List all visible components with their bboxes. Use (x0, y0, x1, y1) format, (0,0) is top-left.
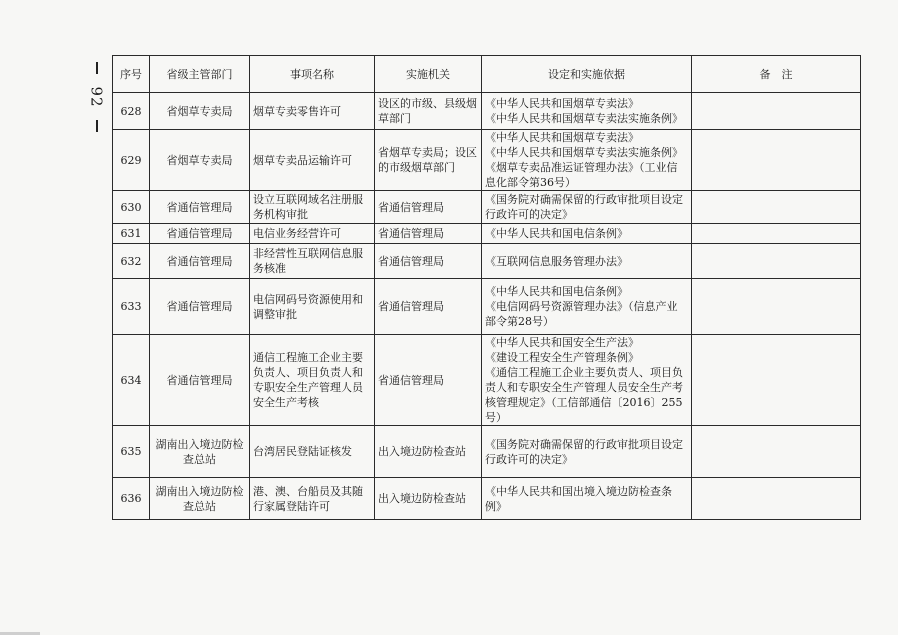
row-item: 烟草专卖品运输许可 (250, 130, 375, 191)
page-number-text: 92 (88, 86, 106, 108)
header-item: 事项名称 (250, 56, 375, 93)
row-dept: 省通信管理局 (150, 335, 250, 426)
row-agency: 设区的市级、县级烟草部门 (375, 93, 482, 130)
row-agency: 省通信管理局 (375, 224, 482, 244)
basis-line: 《电信网码号资源管理办法》（信息产业部令第28号） (485, 300, 678, 328)
row-dept: 省通信管理局 (150, 244, 250, 279)
row-dept: 省烟草专卖局 (150, 93, 250, 130)
row-agency: 出入境边防检查站 (375, 478, 482, 520)
basis-line: 《中华人民共和国烟草专卖法实施条例》 (485, 146, 683, 159)
row-remark (692, 244, 861, 279)
row-basis (482, 426, 692, 478)
header-basis: 设定和实施依据 (482, 56, 692, 93)
basis-line: 《中华人民共和国电信条例》 (485, 227, 628, 240)
basis-line: 《国务院对确需保留的行政审批项目设定行政许可的决定》 (485, 437, 683, 466)
table-row (113, 224, 861, 244)
row-item: 台湾居民登陆证核发 (250, 426, 375, 478)
table-row (113, 244, 861, 279)
table-header-row (113, 56, 861, 93)
row-remark (692, 224, 861, 244)
page-number (86, 62, 108, 142)
header-no: 序号 (113, 56, 150, 93)
row-item: 设立互联网域名注册服务机构审批 (250, 191, 375, 224)
basis-line: 《中华人民共和国出境入境边防检查条例》 (485, 484, 672, 513)
table-row (113, 93, 861, 130)
page-number-dash-top (96, 62, 98, 74)
row-no: 630 (113, 191, 150, 224)
row-remark (692, 191, 861, 224)
row-no: 636 (113, 478, 150, 520)
row-dept: 省烟草专卖局 (150, 130, 250, 191)
page-number-dash-bottom (96, 120, 98, 132)
basis-line: 《烟草专卖品准运证管理办法》（工业信息化部令第36号） (485, 161, 678, 189)
row-no: 628 (113, 93, 150, 130)
row-remark (692, 478, 861, 520)
table-row (113, 279, 861, 335)
row-basis (482, 130, 692, 191)
row-remark (692, 335, 861, 426)
table-row (113, 130, 861, 191)
row-basis (482, 93, 692, 130)
row-dept: 省通信管理局 (150, 279, 250, 335)
row-item: 通信工程施工企业主要负责人、项目负责人和专职安全生产管理人员安全生产考核 (250, 335, 375, 426)
basis-line: 《中华人民共和国烟草专卖法实施条例》 (485, 112, 683, 125)
row-dept: 湖南出入境边防检查总站 (150, 478, 250, 520)
row-no: 629 (113, 130, 150, 191)
row-agency: 省烟草专卖局；设区的市级烟草部门 (375, 130, 482, 191)
row-remark (692, 130, 861, 191)
row-basis (482, 191, 692, 224)
header-dept: 省级主管部门 (150, 56, 250, 93)
row-basis (482, 478, 692, 520)
row-basis (482, 279, 692, 335)
row-item: 烟草专卖零售许可 (250, 93, 375, 130)
row-no: 633 (113, 279, 150, 335)
row-no: 632 (113, 244, 150, 279)
row-remark (692, 426, 861, 478)
table-row (113, 191, 861, 224)
row-item: 电信网码号资源使用和调整审批 (250, 279, 375, 335)
row-item: 电信业务经营许可 (250, 224, 375, 244)
row-no: 634 (113, 335, 150, 426)
table-body (113, 93, 861, 520)
basis-line: 《中华人民共和国烟草专卖法》 (485, 131, 639, 144)
basis-line: 《中华人民共和国安全生产法》 (485, 336, 639, 349)
row-agency: 省通信管理局 (375, 244, 482, 279)
table-row (113, 426, 861, 478)
basis-line: 《建设工程安全生产管理条例》 (485, 351, 639, 364)
row-item: 港、澳、台船员及其随行家属登陆许可 (250, 478, 375, 520)
row-agency: 省通信管理局 (375, 335, 482, 426)
row-item: 非经营性互联网信息服务核准 (250, 244, 375, 279)
table-row (113, 335, 861, 426)
basis-line: 《通信工程施工企业主要负责人、项目负责人和专职安全生产管理人员安全生产考核管理规定》（工信部通信〔2016〕255号） (485, 366, 683, 424)
header-agency: 实施机关 (375, 56, 482, 93)
basis-line: 《中华人民共和国电信条例》 (485, 285, 628, 298)
row-basis (482, 224, 692, 244)
row-agency: 出入境边防检查站 (375, 426, 482, 478)
row-dept: 省通信管理局 (150, 224, 250, 244)
basis-line: 《中华人民共和国烟草专卖法》 (485, 97, 639, 110)
table-row (113, 478, 861, 520)
row-remark (692, 279, 861, 335)
row-dept: 湖南出入境边防检查总站 (150, 426, 250, 478)
basis-line: 《国务院对确需保留的行政审批项目设定行政许可的决定》 (485, 193, 683, 221)
row-basis (482, 244, 692, 279)
row-no: 631 (113, 224, 150, 244)
row-agency: 省通信管理局 (375, 191, 482, 224)
approval-items-table (112, 55, 861, 520)
row-agency: 省通信管理局 (375, 279, 482, 335)
basis-line: 《互联网信息服务管理办法》 (485, 254, 628, 268)
row-remark (692, 93, 861, 130)
row-no: 635 (113, 426, 150, 478)
row-dept: 省通信管理局 (150, 191, 250, 224)
header-remark: 备 注 (692, 56, 861, 93)
row-basis (482, 335, 692, 426)
